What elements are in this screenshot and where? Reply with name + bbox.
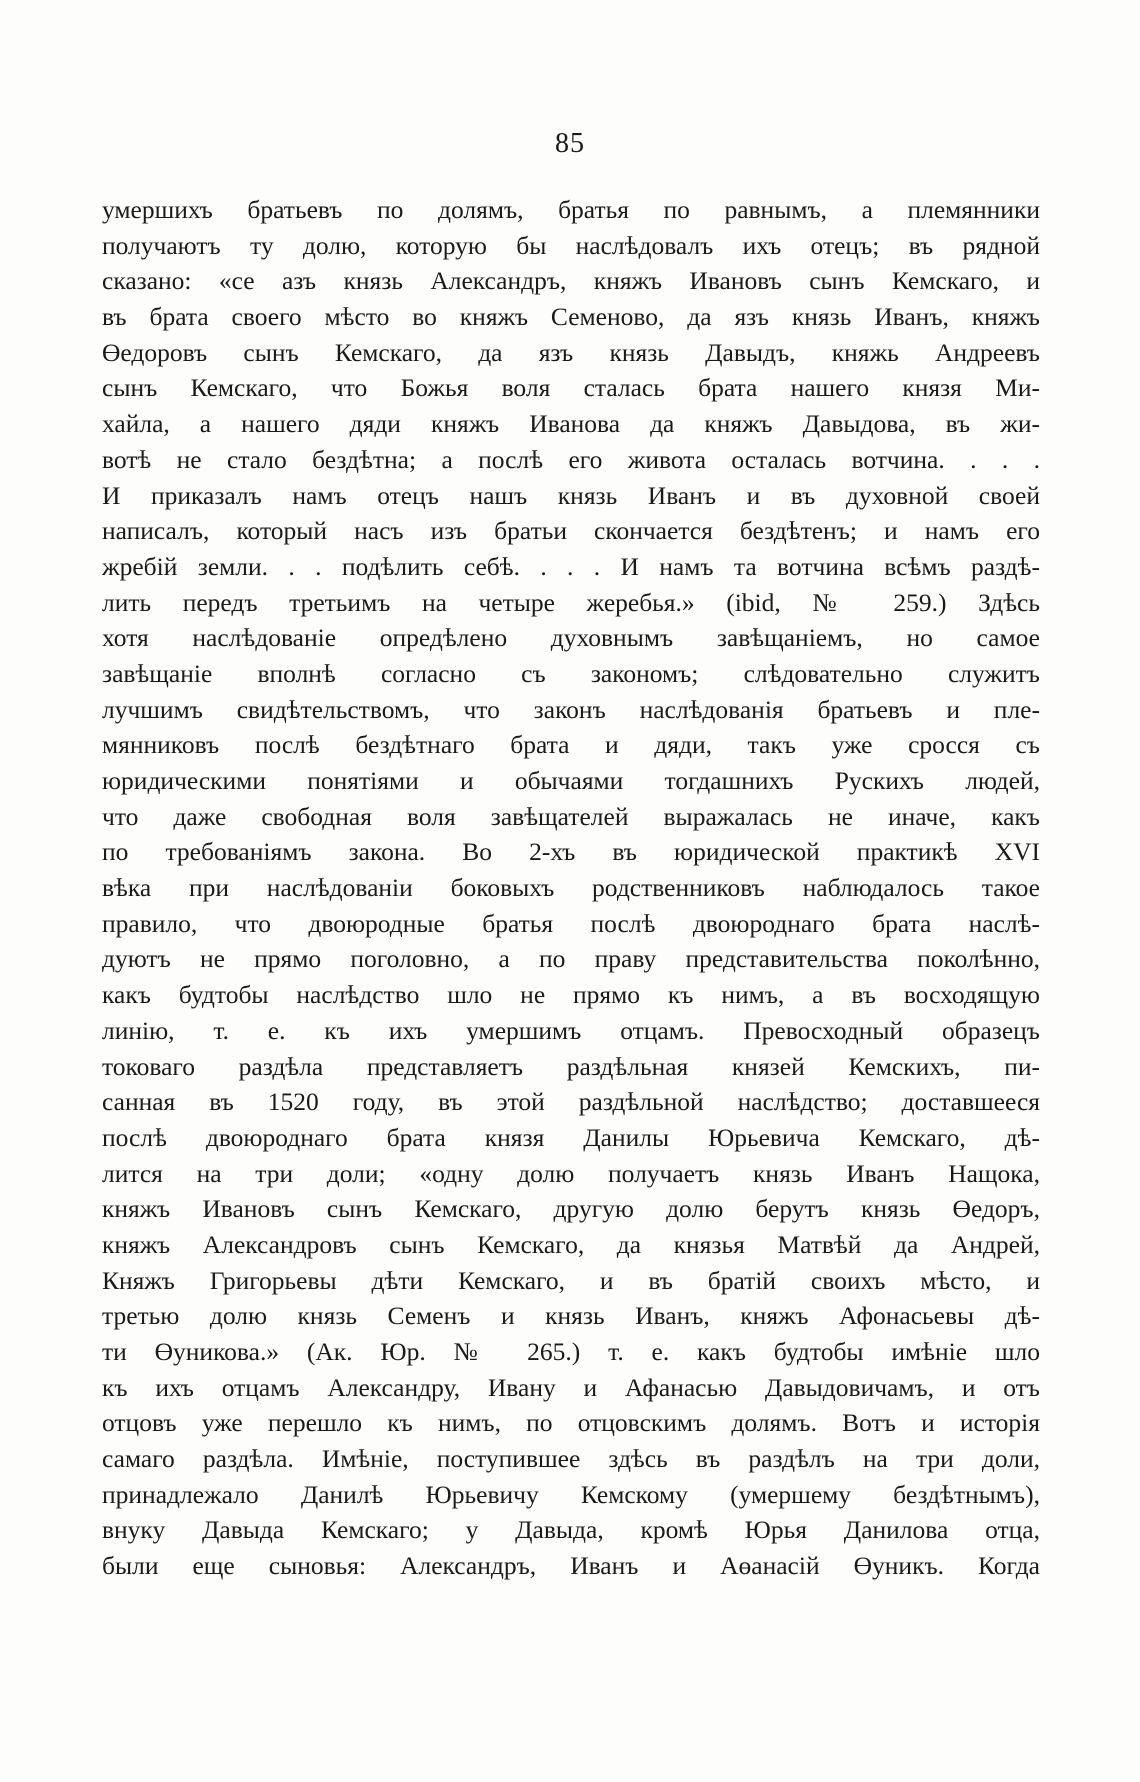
text-line: дуютъ не прямо поголовно, а по праву представительства поколѣнно,	[102, 944, 1040, 974]
text-line: лучшимъ свидѣтельствомъ, что законъ наслѣдованія братьевъ и пле-	[102, 694, 1040, 724]
text-line: хотя наслѣдованіе опредѣлено духовнымъ завѣщаніемъ, но самое	[102, 623, 1040, 653]
text-line: послѣ двоюроднаго брата князя Данилы Юрьевича Кемскаго, дѣ-	[102, 1122, 1040, 1152]
text-line: внуку Давыда Кемскаго; у Давыда, кромѣ Юрья Данилова отца,	[102, 1515, 1040, 1545]
text-line: хайла, а нашего дяди княжъ Иванова да княжъ Давыдова, въ жи-	[102, 409, 1040, 439]
text-line: вѣка при наслѣдованіи боковыхъ родственниковъ наблюдалось такое	[102, 873, 1040, 903]
text-line: завѣщаніе вполнѣ согласно съ закономъ; слѣдовательно служитъ	[102, 658, 1040, 688]
text-line: юридическими понятіями и обычаями тогдашнихъ Рускихъ людей,	[102, 766, 1040, 795]
text-line: къ ихъ отцамъ Александру, Ивану и Афанасью Давыдовичамъ, и отъ	[102, 1372, 1040, 1402]
text-line: Өедоровъ сынъ Кемскаго, да язъ князь Давыдъ, княжь Андреевъ	[102, 337, 1040, 367]
text-line: получаютъ ту долю, которую бы наслѣдовалъ ихъ отецъ; въ рядной	[102, 230, 1040, 260]
text-line: написалъ, который насъ изъ братьи скончается бездѣтенъ; и намъ его	[102, 516, 1040, 546]
text-line: третью долю князь Семенъ и князь Иванъ, княжъ Афонасьевы дѣ-	[102, 1301, 1040, 1331]
text-line: самаго раздѣла. Имѣніе, поступившее здѣсь въ раздѣлъ на три доли,	[102, 1444, 1040, 1474]
text-line: отцовъ уже перешло къ нимъ, по отцовскимъ долямъ. Вотъ и исторія	[102, 1408, 1040, 1438]
text-line: линію, т. е. къ ихъ умершимъ отцамъ. Превосходный образецъ	[102, 1015, 1040, 1045]
text-line: Княжъ Григорьевы дѣти Кемскаго, и въ братій своихъ мѣсто, и	[102, 1265, 1040, 1295]
text-line: княжъ Александровъ сынъ Кемскаго, да князья Матвѣй да Андрей,	[102, 1229, 1040, 1259]
text-line: ти Өуникова.» (Ак. Юр. № 265.) т. е. какъ будтобы имѣніе шло	[102, 1337, 1040, 1366]
text-line: правило, что двоюродные братья послѣ двоюроднаго брата наслѣ-	[102, 908, 1040, 938]
text-line: токоваго раздѣла представляетъ раздѣльная князей Кемскихъ, пи-	[102, 1051, 1040, 1081]
text-line: жребій земли. . . подѣлить себѣ. . . . И намъ та вотчина всѣмъ раздѣ-	[102, 551, 1040, 581]
text-line: по требованіямъ закона. Во 2-хъ въ юридической практикѣ XVI	[102, 837, 1040, 867]
text-line: были еще сыновья: Александръ, Иванъ и Аөанасій Өуникъ. Когда	[102, 1551, 1040, 1581]
text-line: принадлежало Данилѣ Юрьевичу Кемскому (умершему бездѣтнымъ),	[102, 1479, 1040, 1509]
body-text	[102, 192, 1040, 1584]
text-line: мянниковъ послѣ бездѣтнаго брата и дяди, такъ уже сросся съ	[102, 730, 1040, 760]
text-line: И приказалъ намъ отецъ нашъ князь Иванъ и въ духовной своей	[102, 480, 1040, 510]
text-line: сказано: «се азъ князь Александръ, княжъ Ивановъ сынъ Кемскаго, и	[102, 266, 1040, 296]
text-line: сынъ Кемскаго, что Божья воля сталась брата нашего князя Ми-	[102, 373, 1040, 403]
text-line: какъ будтобы наслѣдство шло не прямо къ нимъ, а въ восходящую	[102, 980, 1040, 1010]
text-line: умершихъ братьевъ по долямъ, братья по равнымъ, а племянники	[102, 195, 1040, 224]
text-line: что даже свободная воля завѣщателей выражалась не иначе, какъ	[102, 801, 1040, 831]
text-line: вотѣ не стало бездѣтна; а послѣ его живота осталась вотчина. . . .	[102, 444, 1040, 474]
text-line: лить передъ третьимъ на четыре жеребья.» (ibid, № 259.) Здѣсь	[102, 587, 1040, 617]
text-line: княжъ Ивановъ сынъ Кемскаго, другую долю берутъ князь Өедоръ,	[102, 1194, 1040, 1224]
text-line: лится на три доли; «одну долю получаетъ князь Иванъ Нащока,	[102, 1158, 1040, 1188]
text-line: санная въ 1520 году, въ этой раздѣльной наслѣдство; доставшееся	[102, 1087, 1040, 1117]
page-number: 85	[555, 128, 585, 159]
text-line: въ брата своего мѣсто во княжъ Семеново, да язъ князь Иванъ, княжъ	[102, 302, 1040, 332]
